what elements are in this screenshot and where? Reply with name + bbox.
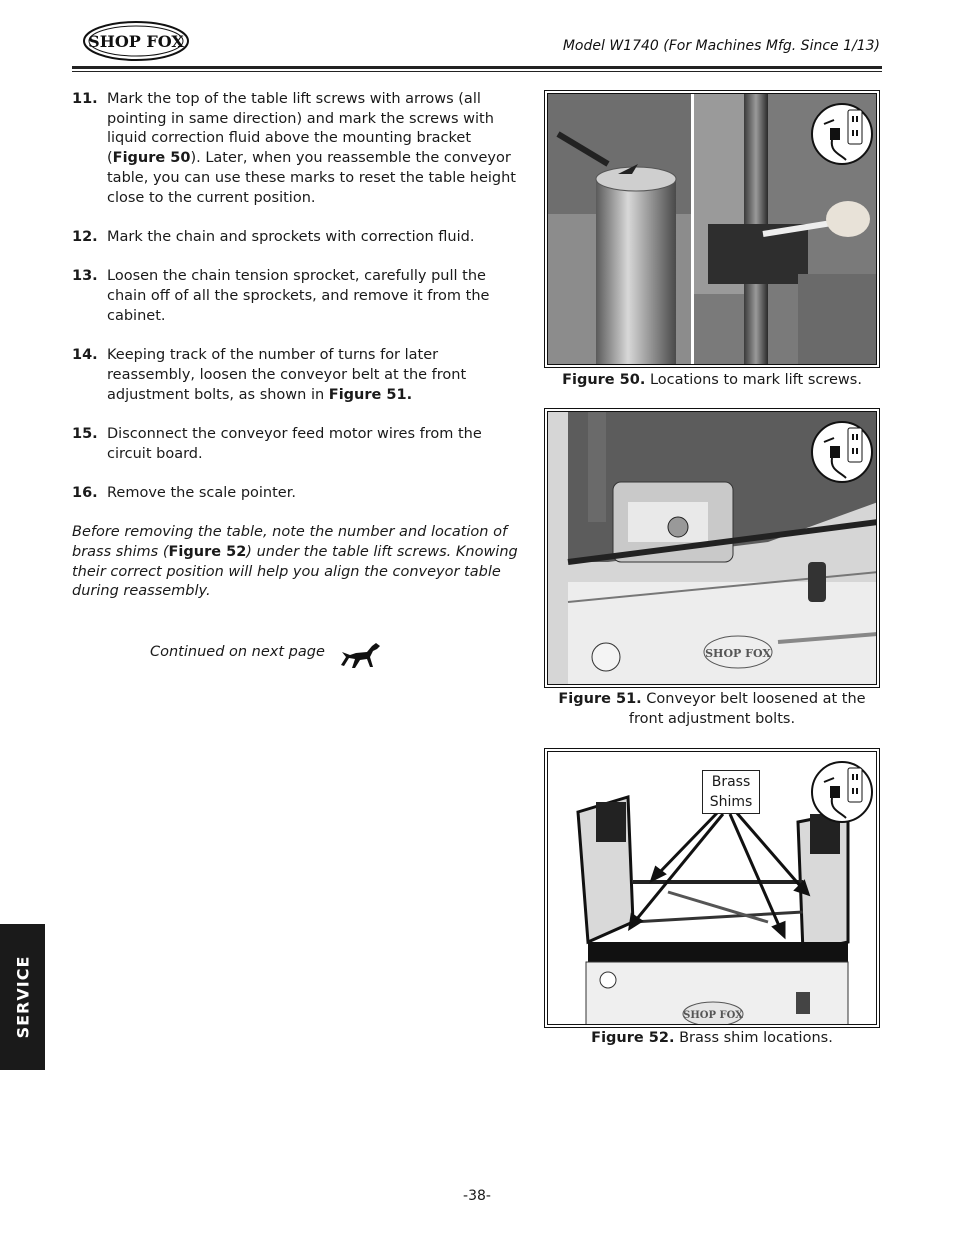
step-number: 12. (72, 228, 98, 245)
step-text: Loosen the chain tension sprocket, carefully pull the chain off of all the sprockets, and remove it from the cabinet. (107, 268, 490, 324)
figure-caption-text: Locations to mark lift screws. (649, 372, 862, 388)
callout-line: Shims (709, 794, 753, 810)
figure-51 (544, 408, 880, 688)
section-tab-label: SERVICE (13, 955, 32, 1039)
step-number: 14. (72, 347, 98, 364)
unplug-icon (810, 412, 876, 492)
header-rule-thin (72, 71, 882, 72)
unplug-icon (810, 752, 876, 832)
figure-50-caption (544, 370, 880, 390)
continued-on-next-page: Continued on next page (150, 644, 325, 660)
brass-shims-callout (702, 770, 760, 814)
figure-label: Figure 52. (591, 1030, 675, 1046)
machine-logo: SHOP FOX (683, 1010, 743, 1021)
lift-screw-photo (547, 93, 877, 365)
step-15 (72, 425, 524, 464)
figure-label: Figure 51. (558, 691, 642, 707)
header-rule (72, 66, 882, 69)
step-12 (72, 228, 524, 248)
step-16 (72, 484, 524, 504)
step-text: Mark the top of the table lift screws with arrows (all pointing in same direction) and mark the screws with liquid correction fluid above the mounting bracket ( (107, 91, 494, 167)
figure-caption-text: Brass shim locations. (679, 1030, 833, 1046)
service-section-tab (0, 924, 45, 1070)
step-11 (72, 90, 524, 208)
step-number: 16. (72, 484, 98, 501)
step-text-cont: ). Later, when you reassemble the conveyor table, you can use these marks to reset the table height close to the current position. (107, 150, 516, 206)
step-text: Keeping track of the number of turns for later reassembly, loosen the conveyor belt at the front adjustment bolts, as shown in (107, 347, 467, 403)
shim-note (72, 523, 524, 602)
figure-reference: Figure 52 (168, 544, 247, 561)
figure-52-caption (544, 1028, 880, 1048)
step-14 (72, 346, 524, 405)
step-number: 13. (72, 268, 98, 285)
page-number: -38- (463, 1188, 491, 1204)
figure-51-caption (544, 689, 880, 729)
page-header-title: Model W1740 (For Machines Mfg. Since 1/13) (562, 38, 880, 54)
figure-52 (544, 748, 880, 1028)
logo-text: SHOP FOX (88, 32, 184, 51)
step-number: 11. (72, 91, 98, 107)
step-text: Disconnect the conveyor feed motor wires from the circuit board. (107, 425, 482, 462)
brass-shims-photo (547, 751, 877, 1025)
step-text: Mark the chain and sprockets with correction fluid. (107, 228, 475, 245)
figure-reference: Figure 50 (112, 150, 191, 167)
note-text: Before removing the table, note the number and location of brass shims ( (72, 524, 508, 561)
step-text: Remove the scale pointer. (107, 484, 296, 501)
instructions-column (72, 90, 524, 602)
shop-fox-logo-icon (82, 20, 190, 62)
note-text-cont: ) under the table lift screws. Knowing their correct position will help you align the conveyor table during reassembly. (72, 544, 518, 600)
conveyor-belt-photo (547, 411, 877, 685)
step-number: 15. (72, 425, 98, 442)
callout-line: Brass (711, 774, 751, 790)
dog-running-icon (340, 640, 382, 674)
figure-reference: Figure 51. (328, 386, 413, 403)
figure-50 (544, 90, 880, 368)
machine-logo: SHOP FOX (705, 647, 771, 660)
figure-caption-text: Conveyor belt loosened at the front adjustment bolts. (628, 691, 866, 727)
figure-label: Figure 50. (562, 372, 646, 388)
unplug-icon (810, 94, 876, 174)
step-13 (72, 267, 524, 326)
